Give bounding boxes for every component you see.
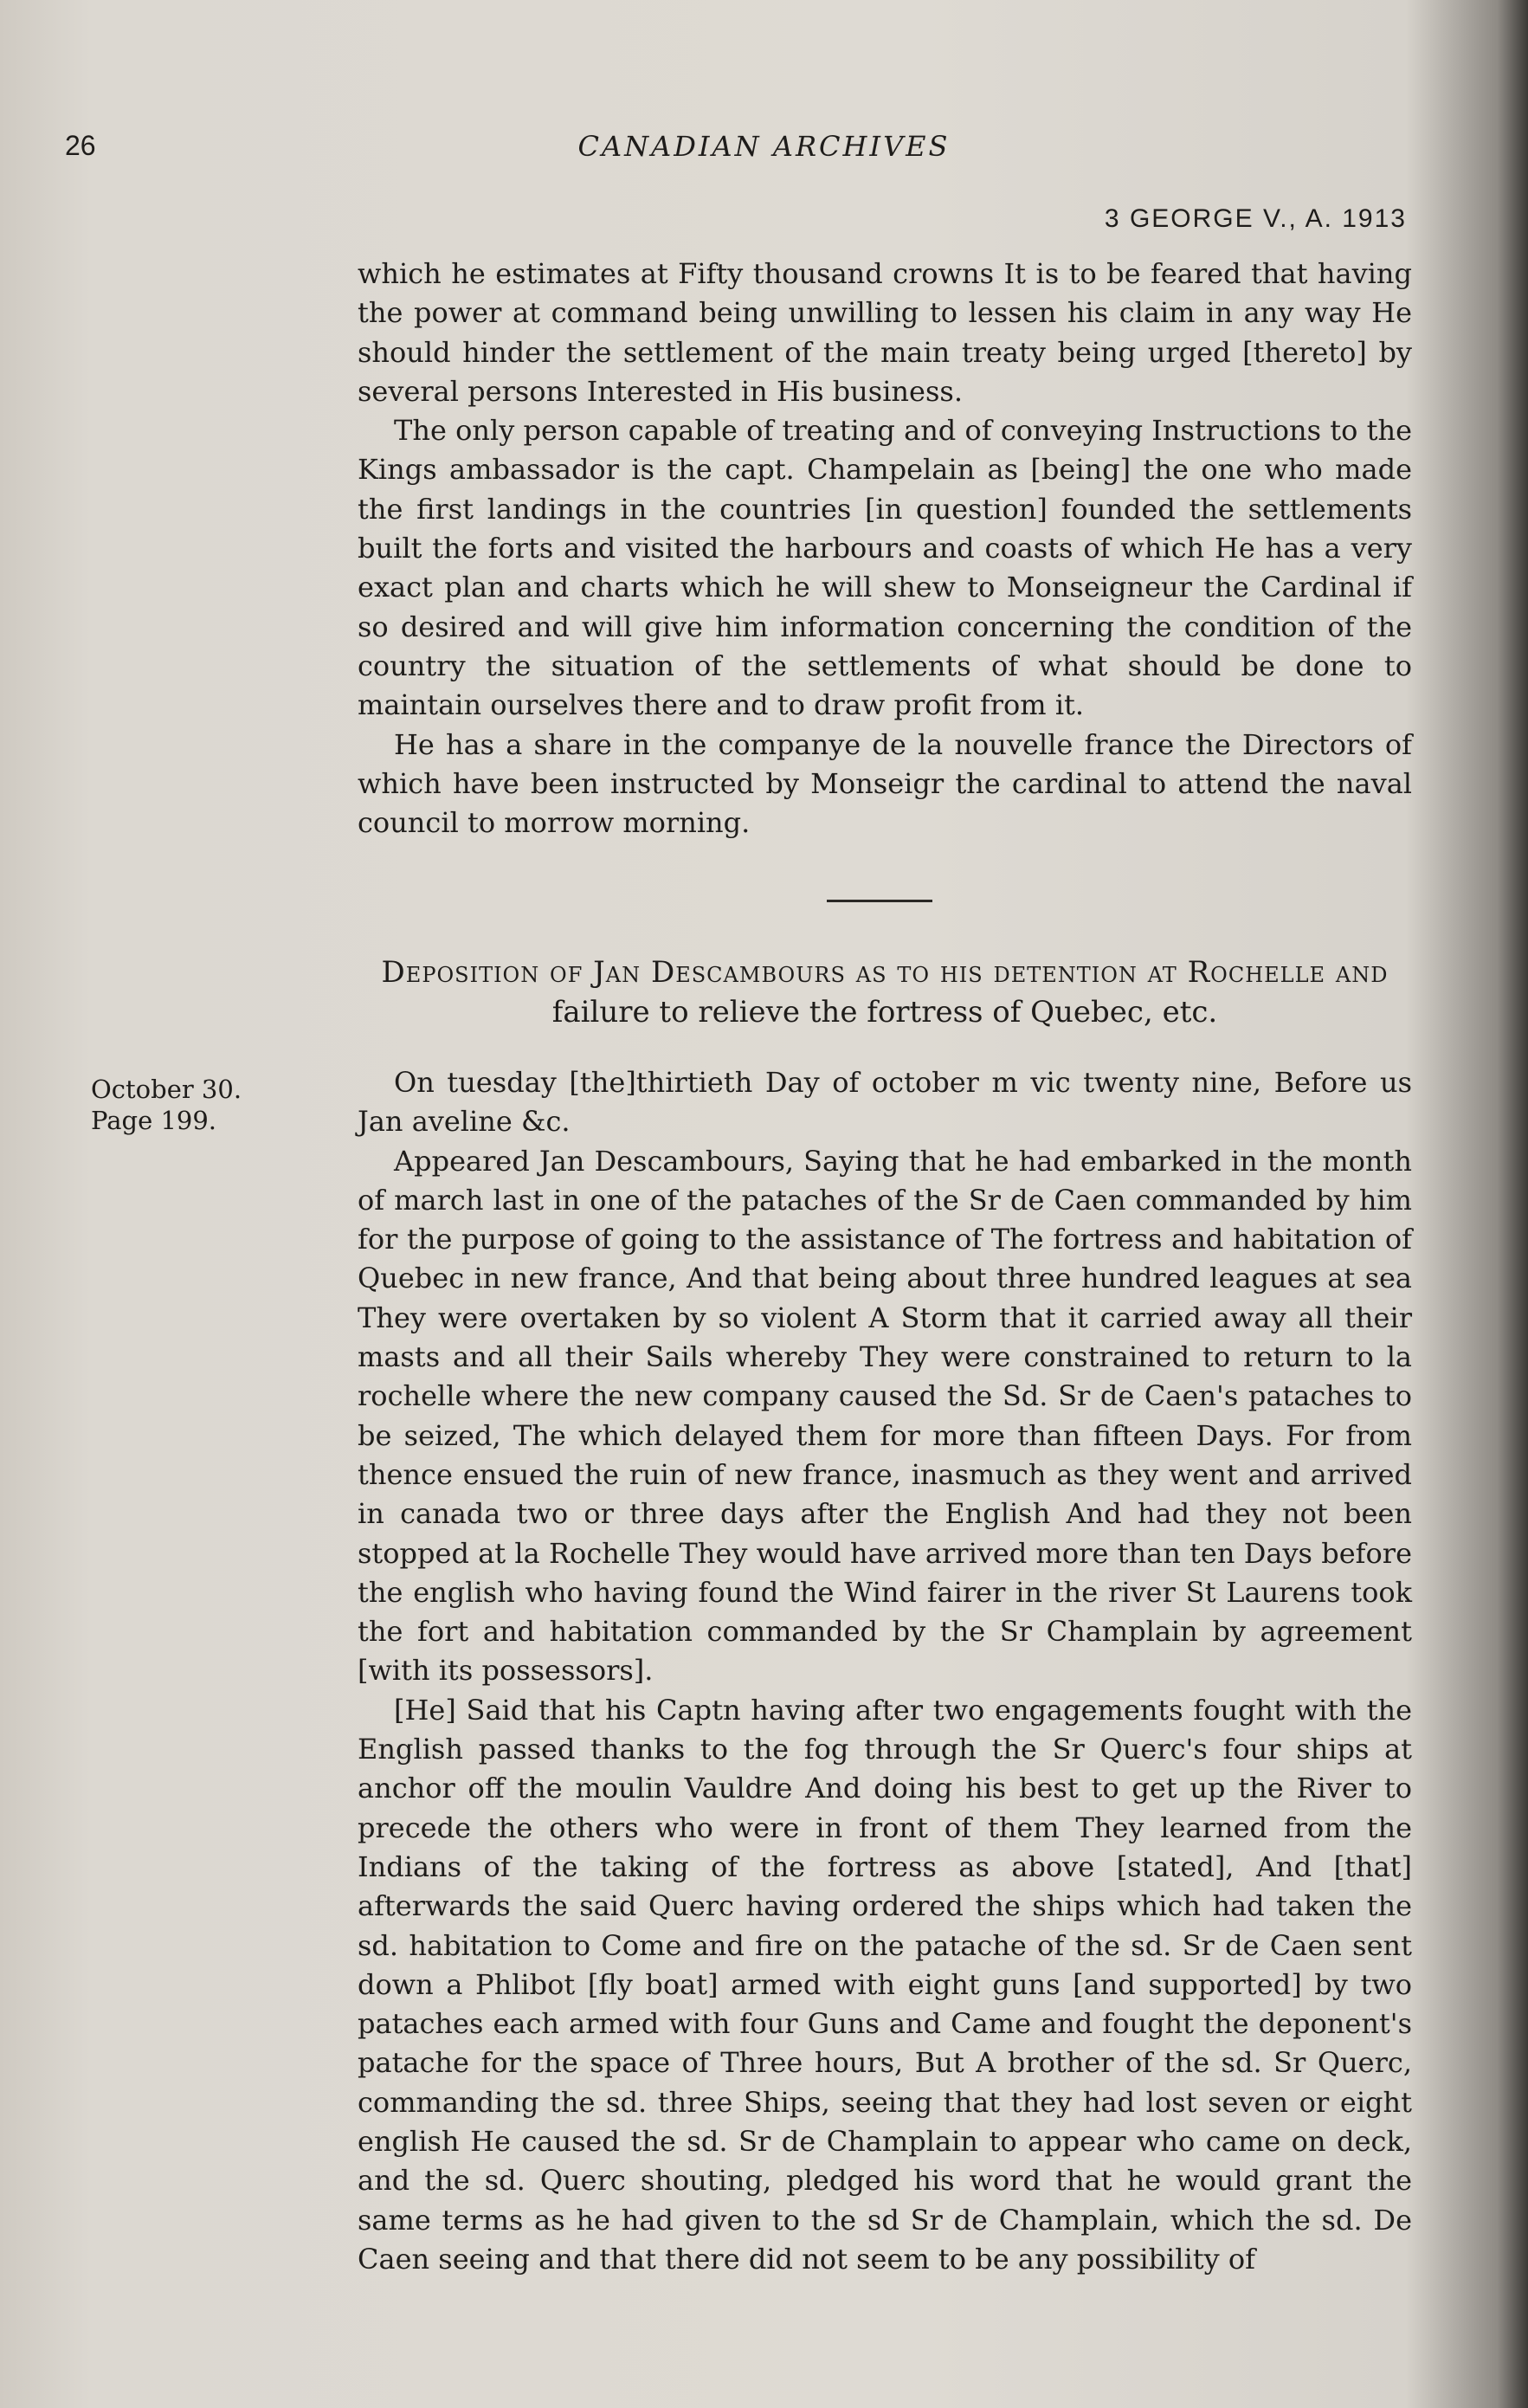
series-title: CANADIAN ARCHIVES (577, 130, 951, 163)
paragraph-5: Appeared Jan Descambours, Saying that he had embarked in the month of march last in one of the pataches of the Sr de Caen commanded by him for the purpose of going to the assistance of The fortress and habitation of Quebec in new france, And that being about three hundred leagues at sea They were overtaken by so violent A Storm that it carried away all their masts and all their Sails whereby They were constrained to return to la rochelle where the new company caused the Sd. Sr de Caen's pataches to be seized, The which delayed them for more than fifteen Days. For from thence ensued the ruin of new france, inasmuch as they went and arrived in canada two or three days after the English And had they not been stopped at la Rochelle They would have arrived more than ten Days before the english who having found the Wind fairer in the river St Laurens took the fort and habitation commanded by the Sr Champlain by agreement [with its possessors]. (358, 1144, 1412, 1688)
letter-body (358, 255, 1412, 842)
running-head (0, 130, 1528, 171)
deposition-heading (358, 952, 1412, 1032)
margin-date: October 30. (91, 1075, 242, 1104)
margin-page: Page 199. (91, 1106, 217, 1135)
heading-line-2: failure to relieve the fortress of Quebec, etc. (551, 995, 1218, 1030)
paragraph-4: On tuesday [the]thirtieth Day of october m vic twenty nine, Before us Jan aveline &c. (358, 1066, 1412, 1139)
margin-note (91, 1074, 242, 1136)
heading-line-1: Deposition of Jan Descambours as to his detention at Rochelle and (381, 955, 1389, 990)
section-divider (827, 900, 932, 902)
paragraph-2: The only person capable of treating and of conveying Instructions to the Kings ambassador is the capt. Champelain as [being] the one who made the first landings in the countries [in question] founded the settlements built the forts and visited the harbours and coasts of which He has a very exact plan and charts which he will shew to Monseigneur the Cardinal if so desired and will give him information concerning the condition of the country the situation of the settlements of what should be done to maintain ourselves there and to draw profit from it. (358, 414, 1412, 722)
paragraph-3: He has a share in the companye de la nouvelle france the Directors of which have been instructed by Monseigr the cardinal to attend the naval council to morrow morning. (358, 727, 1412, 840)
session-line: 3 GEORGE V., A. 1913 (1104, 204, 1407, 233)
deposition-body (358, 1063, 1412, 2279)
paragraph-6: [He] Said that his Captn having after two engagements fought with the English passed thanks to the fog through the Sr Querc's four ships at anchor off the moulin Vauldre And doing his best to get up the River to precede the others who were in front of them They learned from the Indians of the taking of the fortress as above [stated], And [that] afterwards the said Querc having ordered the ships which had taken the sd. habitation to Come and fire on the patache of the sd. Sr de Caen sent down a Phlibot [fly boat] armed with eight guns [and supported] by two pataches each armed with four Guns and Came and fought the deponent's patache for the space of Three hours, But A brother of the sd. Sr Querc, commanding the sd. three Ships, seeing that they had lost seven or eight english He caused the sd. Sr de Champlain to appear who came on deck, and the sd. Querc shouting, pledged his word that he would grant the same terms as he had given to the sd Sr de Champlain, which the sd. De Caen seeing and that there did not seem to be any possibility of (358, 1693, 1412, 2276)
page-number: 26 (65, 130, 96, 161)
paragraph-1: which he estimates at Fifty thousand crowns It is to be feared that having the power at command being unwilling to lessen his claim in any way He should hinder the settlement of the main treaty being urged [thereto] by several persons Interested in His business. (358, 257, 1412, 408)
